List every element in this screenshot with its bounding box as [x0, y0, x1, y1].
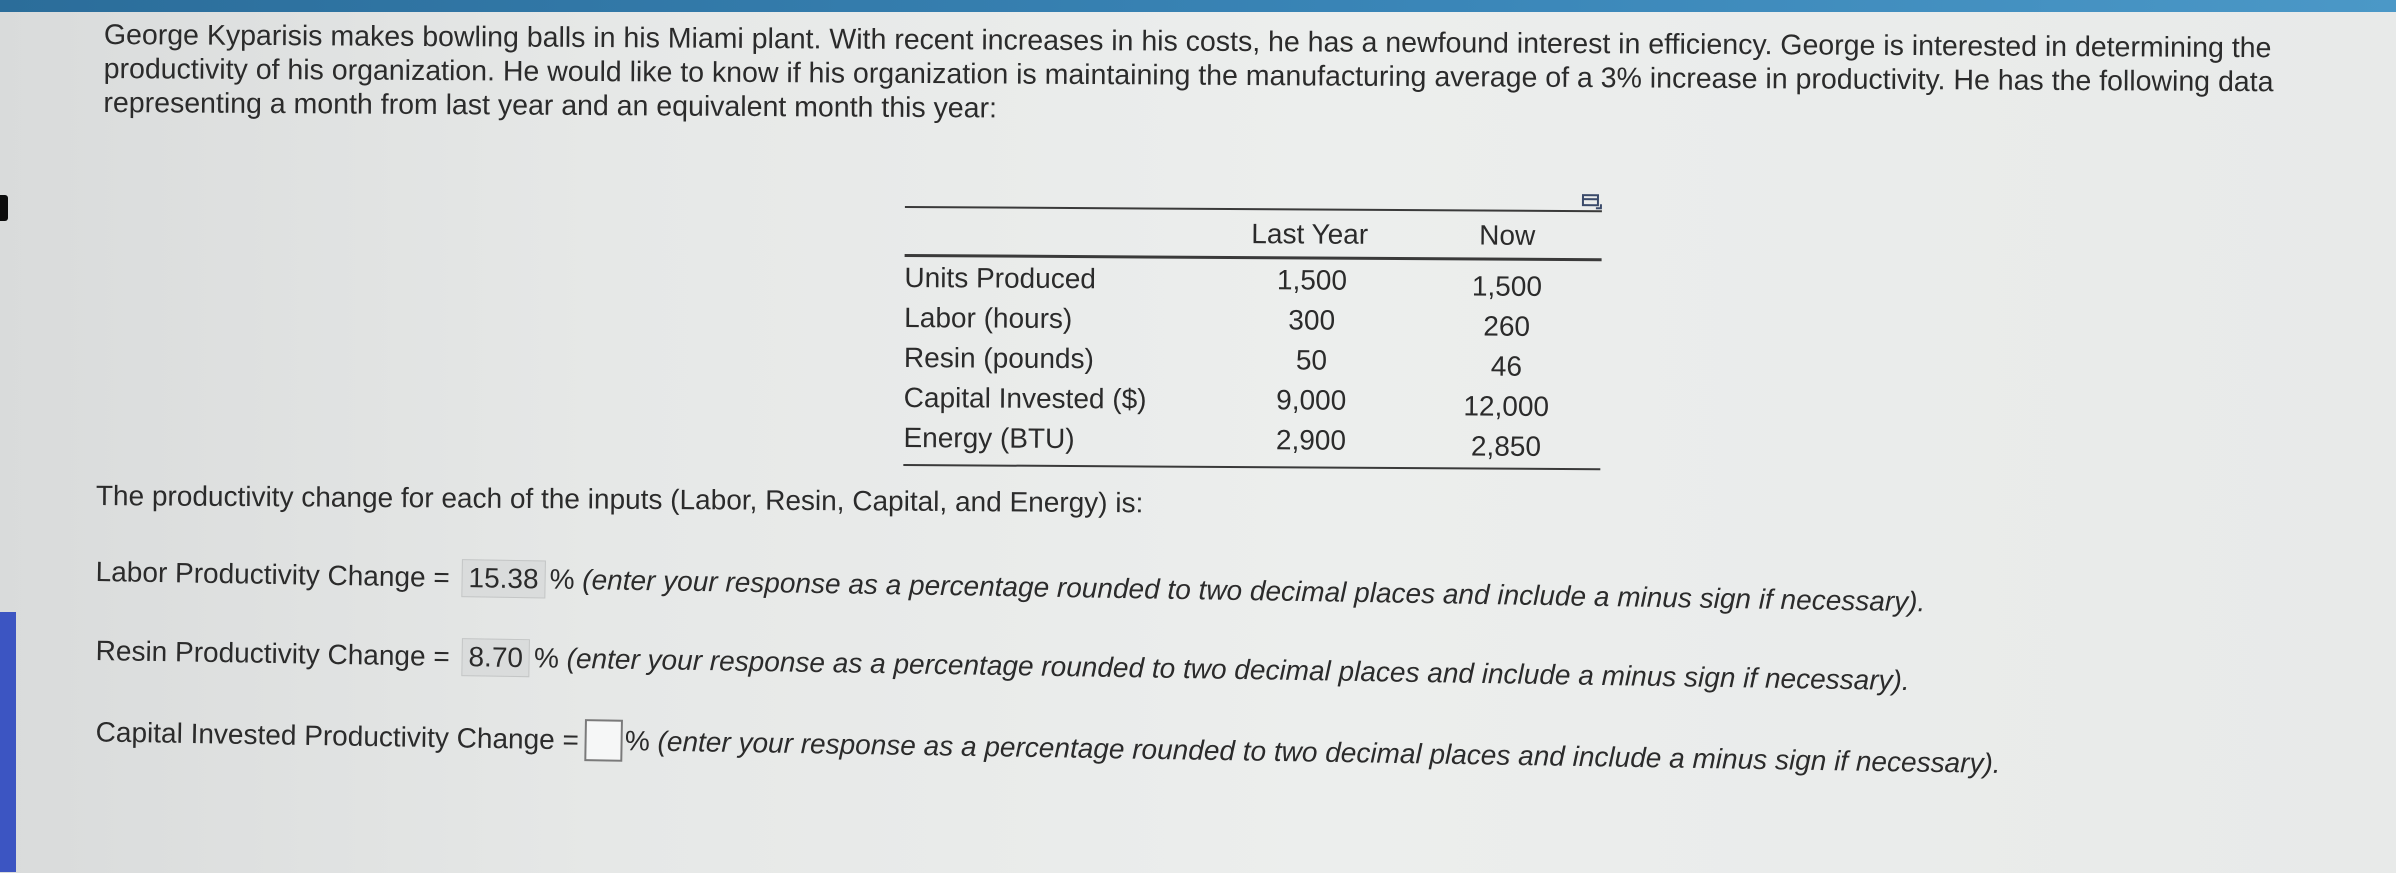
row-last-year: 1,500: [1276, 264, 1348, 296]
resin-answer-input[interactable]: 8.70: [461, 638, 530, 677]
table-row: [904, 382, 1601, 426]
labor-label: Labor Productivity Change =: [95, 555, 451, 593]
table-row: [904, 302, 1601, 346]
left-edge-marker: [0, 195, 8, 221]
table-top-rule: [905, 206, 1602, 212]
resin-answer-line: [95, 632, 1910, 700]
row-last-year: 300: [1288, 304, 1336, 336]
row-last-year: 50: [1295, 344, 1328, 376]
resin-hint: (enter your response as a percentage rounded to two decimal places and include a minus sign if necessary).: [566, 642, 1910, 697]
row-label: Energy (BTU): [903, 421, 1075, 455]
labor-hint: (enter your response as a percentage rounded to two decimal places and include a minus sign if necessary).: [582, 564, 1926, 618]
data-table: [903, 192, 1602, 476]
row-now: 260: [1483, 310, 1531, 342]
window-top-bar: [0, 0, 2396, 12]
capital-percent: %: [624, 725, 651, 757]
left-edge-accent: [0, 612, 16, 872]
row-now: 46: [1490, 350, 1523, 382]
capital-answer-line: [95, 713, 2001, 787]
table-row: [904, 342, 1601, 386]
capital-hint: (enter your response as a percentage rounded to two decimal places and include a minus sign if necessary).: [657, 725, 2001, 779]
question-statement: The productivity change for each of the inputs (Labor, Resin, Capital, and Energy) is:: [95, 480, 1144, 519]
row-last-year: 9,000: [1276, 384, 1347, 416]
labor-percent: %: [549, 563, 575, 595]
row-label: Capital Invested ($): [903, 381, 1147, 415]
resin-label: Resin Productivity Change =: [95, 634, 450, 672]
table-row: [904, 262, 1601, 306]
table-header-rule: [905, 254, 1602, 261]
header-last-year: Last Year: [1251, 218, 1369, 250]
header-now: Now: [1479, 219, 1536, 251]
row-now: 12,000: [1463, 390, 1550, 422]
row-label: Units Produced: [904, 261, 1097, 295]
resin-percent: %: [533, 642, 560, 674]
table-row: [903, 422, 1600, 466]
row-now: 1,500: [1471, 270, 1543, 302]
row-label: Labor (hours): [904, 301, 1073, 335]
row-last-year: 2,900: [1275, 424, 1347, 456]
labor-answer-line: [95, 553, 1925, 621]
row-now: 2,850: [1470, 430, 1542, 462]
capital-label: Capital Invested Productivity Change =: [95, 716, 580, 756]
capital-answer-input[interactable]: [585, 719, 624, 762]
labor-answer-input[interactable]: 15.38: [461, 559, 546, 598]
problem-intro: George Kyparisis makes bowling balls in his Miami plant. With recent increases in his costs, he has a newfound interest in efficiency. George is interested in determining the productivity of his organization. He would like to know if his organization is maintaining the manufacturing average of a 3% increase in productivity. He has the following data representing a month from last year and an equivalent month this year:: [103, 18, 2274, 125]
row-label: Resin (pounds): [903, 341, 1094, 375]
